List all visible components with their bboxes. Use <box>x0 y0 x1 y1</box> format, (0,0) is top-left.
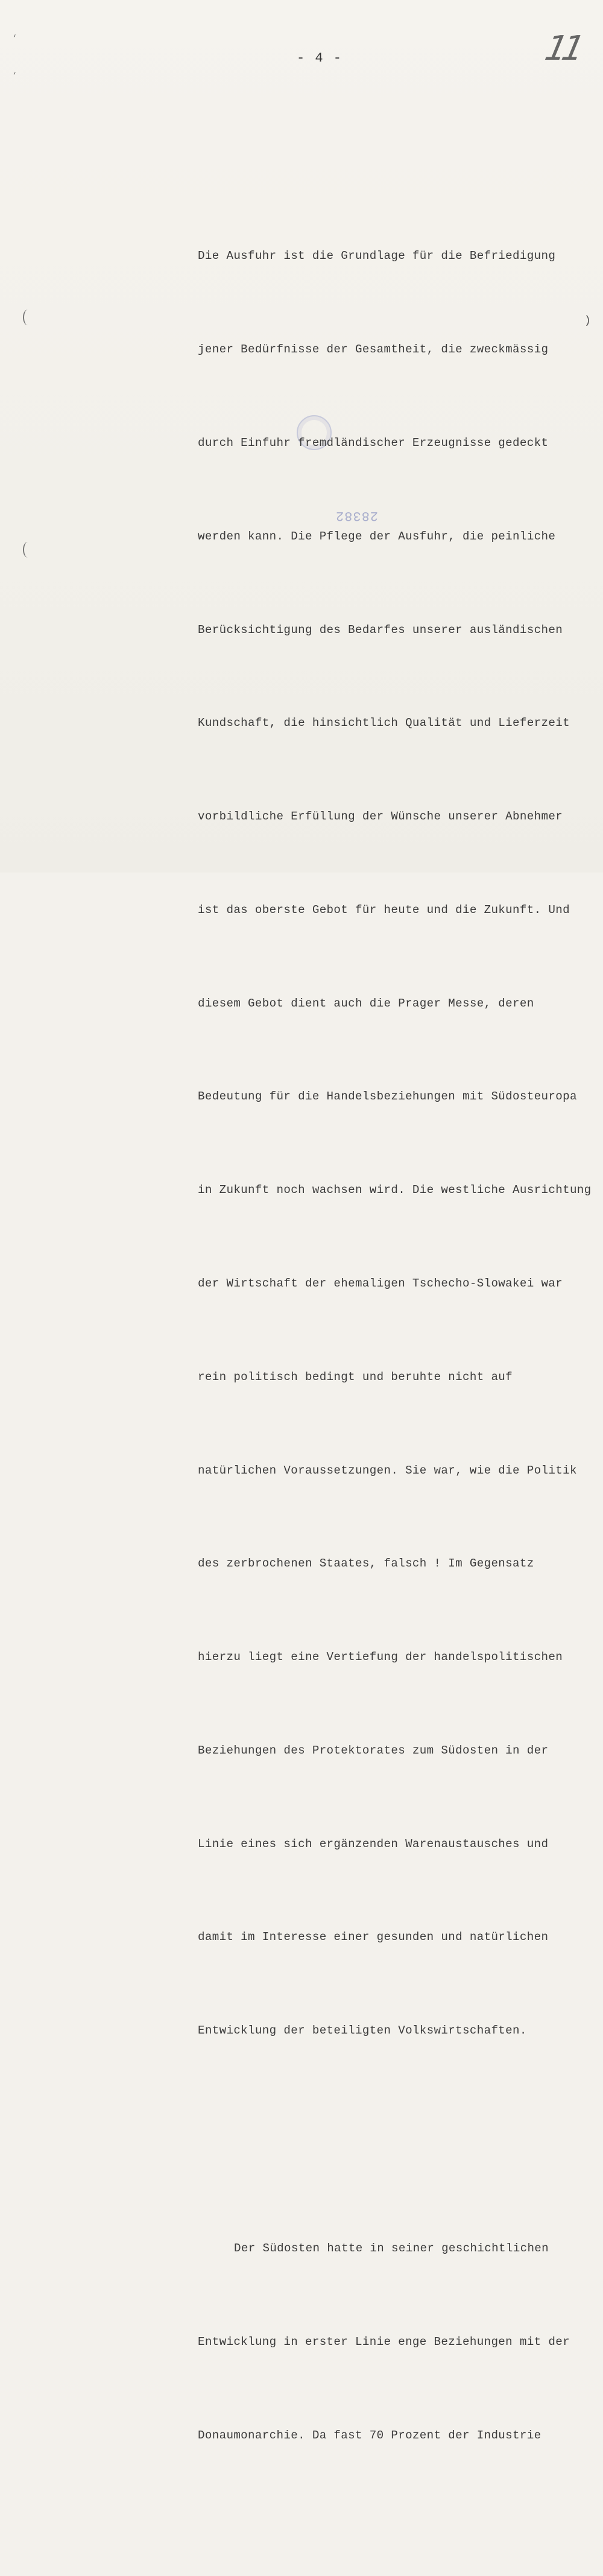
text-line: rein politisch bedingt und beruhte nicht auf <box>198 1370 513 1384</box>
text-line: jener Bedürfnisse der Gesamtheit, die zweckmässig <box>198 343 549 357</box>
text-line: vorbildliche Erfüllung der Wünsche unserer Abnehmer <box>198 810 563 824</box>
text-line: in Zukunft noch wachsen wird. Die westliche Ausrichtung <box>198 1183 592 1197</box>
paragraph-1 <box>198 179 603 2109</box>
text-line: ist das oberste Gebot für heute und die Zukunft. Und <box>198 903 570 917</box>
text-line: natürlichen Voraussetzungen. Sie war, wie die Politik <box>198 1463 577 1477</box>
text-line: Bedeutung für die Handelsbeziehungen mit Südosteuropa <box>198 1090 577 1104</box>
text-line: hierzu liegt eine Vertiefung der handelspolitischen <box>198 1650 563 1664</box>
text-line: Donaumonarchie. Da fast 70 Prozent der Industrie <box>198 2428 541 2442</box>
text-line: Kundschaft, die hinsichtlich Qualität und Lieferzeit <box>198 716 570 730</box>
registry-number-stamp: 28382 <box>335 508 379 523</box>
text-line: diesem Gebot dient auch die Prager Messe, deren <box>198 996 534 1010</box>
text-line: werden kann. Die Pflege der Ausfuhr, die peinliche <box>198 529 556 543</box>
text-line: Die Ausfuhr ist die Grundlage für die Befriedigung <box>198 249 556 263</box>
page-number: - 4 - <box>297 51 343 66</box>
edge-mark-top: ‘ <box>12 34 17 43</box>
handwritten-folio-number: 11 <box>541 29 584 68</box>
text-line: Berücksichtigung des Bedarfes unserer ausländischen <box>198 623 563 637</box>
text-line: damit im Interesse einer gesunden und natürlichen <box>198 1930 549 1944</box>
typewritten-body <box>198 116 603 2576</box>
text-line: durch Einfuhr fremdländischer Erzeugnisse gedeckt <box>198 436 549 450</box>
text-line: Linie eines sich ergänzenden Warenaustausches und <box>198 1837 549 1851</box>
text-line: des zerbrochenen Staates, falsch ! Im Gegensatz <box>198 1557 534 1571</box>
margin-paren-mark: ) <box>584 315 591 327</box>
paragraph-2 <box>198 2171 603 2514</box>
text-line: Der Südosten hatte in seiner geschichtlichen <box>234 2242 549 2256</box>
punch-hole-upper <box>23 310 33 325</box>
edge-mark-upper: ‘ <box>12 71 17 81</box>
punch-hole-lower <box>23 542 33 558</box>
text-line: Entwicklung in erster Linie enge Beziehungen mit der <box>198 2335 570 2349</box>
text-line: Beziehungen des Protektorates zum Südosten in der <box>198 1743 549 1757</box>
text-line: Entwicklung der beteiligten Volkswirtschaften. <box>198 2024 527 2038</box>
text-line: der Wirtschaft der ehemaligen Tschecho-Slowakei war <box>198 1276 563 1290</box>
